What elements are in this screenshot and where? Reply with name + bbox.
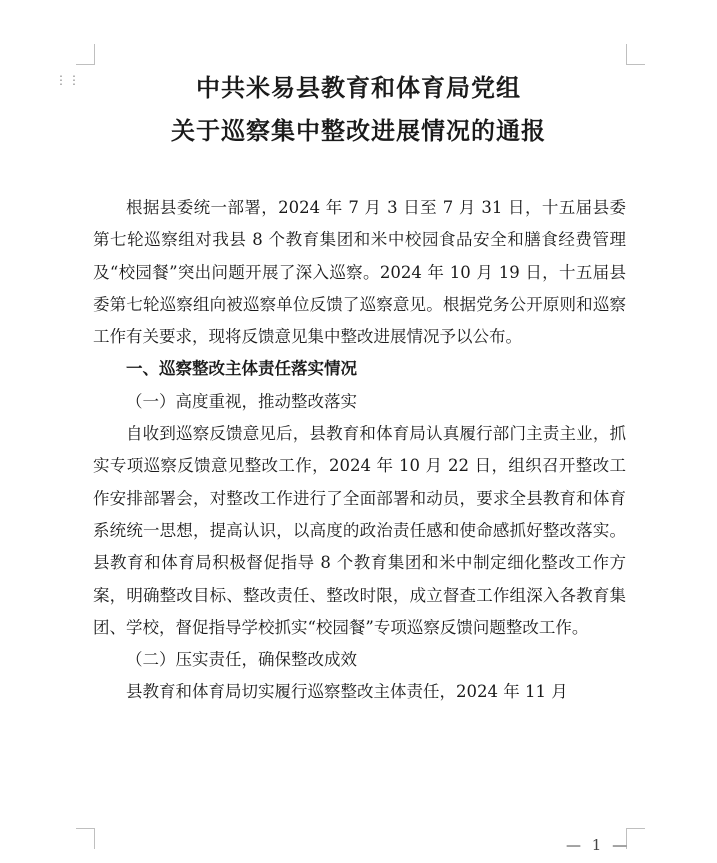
crop-mark-bottom-left <box>76 828 95 849</box>
crop-mark-top-right <box>626 44 645 65</box>
paragraph-intro: 根据县委统一部署，2024 年 7 月 3 日至 7 月 31 日，十五届县委第七轮巡察组对我县 8 个教育集团和米中校园食品安全和膳食经费管理及“校园餐”突出问题开展了深入巡察。2024 年 10 月 19 日，十五届县委第七轮巡察组向被巡察单位反馈了巡察意见。根据党务公开原则和巡察工作有关要求，现将反馈意见集中整改进展情况予以公布。 <box>93 198 626 347</box>
document-body <box>93 192 626 709</box>
paragraph-section-1-2: 县教育和体育局切实履行巡察整改主体责任，2024 年 11 月 <box>126 682 568 702</box>
document-title-line1: 中共米易县教育和体育局党组 <box>196 73 521 102</box>
paragraph-section-1-1: 自收到巡察反馈意见后，县教育和体育局认真履行部门主责主业，抓实专项巡察反馈意见整改工作，2024 年 10 月 22 日，组织召开整改工作安排部署会，对整改工作进行了全面部署和动员，要求全县教育和体育系统统一思想，提高认识，以高度的政治责任感和使命感抓好整改落实。县教育和体育局积极督促指导 8 个教育集团和米中制定细化整改工作方案，明确整改目标、整改责任、整改时限，成立督查工作组深入各教育集团、学校，督促指导学校抓实“校园餐”专项巡察反馈问题整改工作。 <box>93 424 626 637</box>
document-title-line2: 关于巡察集中整改进展情况的通报 <box>171 116 546 145</box>
page-number: — 1 — <box>566 836 631 854</box>
crop-mark-top-left <box>76 44 95 65</box>
drag-handle-icon[interactable]: ⋮⋮ <box>55 73 81 87</box>
section-heading-1: 一、巡察整改主体责任落实情况 <box>126 359 357 379</box>
subsection-heading-1: （一）高度重视，推动整改落实 <box>126 391 357 411</box>
subsection-heading-2: （二）压实责任，确保整改成效 <box>126 650 357 670</box>
